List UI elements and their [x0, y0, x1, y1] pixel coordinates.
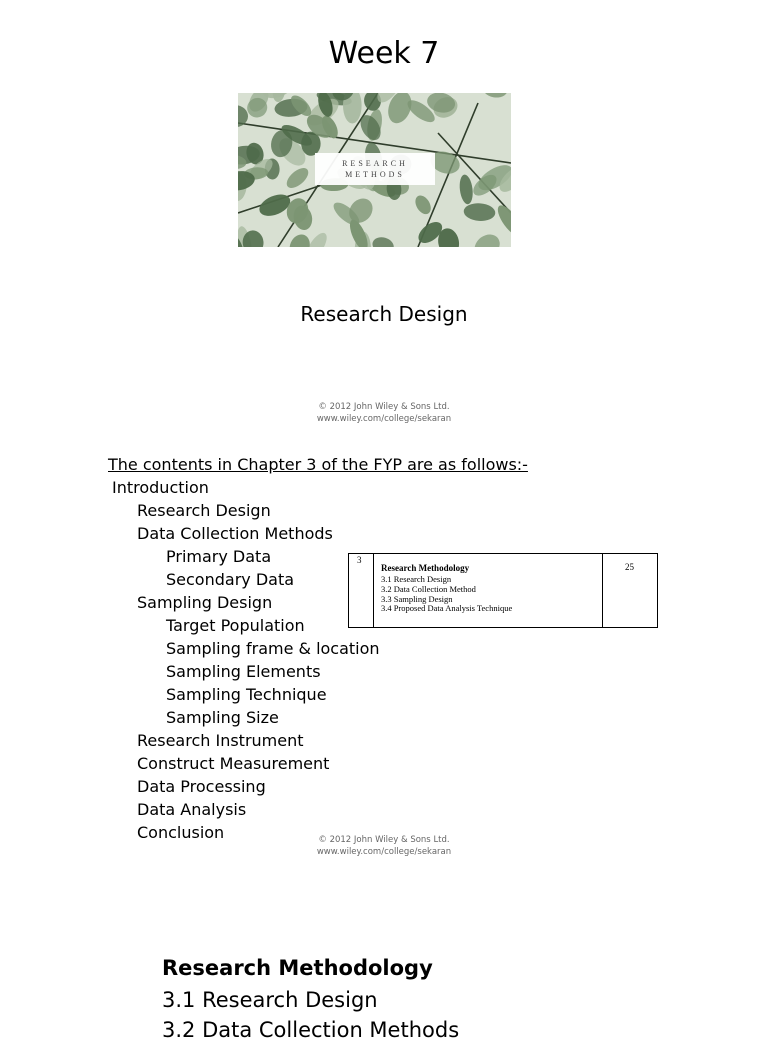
toc-item-introduction: Introduction: [112, 478, 209, 497]
toc-item-conclusion: Conclusion: [137, 823, 225, 842]
research-methods-image: [238, 93, 511, 247]
methodology-heading: Research Methodology: [162, 956, 433, 980]
copyright-line1: © 2012 John Wiley & Sons Ltd.: [318, 835, 450, 845]
copyright-notice: [0, 834, 768, 858]
table-item: 3.2 Data Collection Method: [381, 584, 476, 594]
image-label-line2: METHODS: [345, 170, 405, 179]
slide-subtitle: Research Design: [300, 302, 468, 326]
copyright-url: www.wiley.com/college/sekaran: [316, 847, 452, 857]
toc-item-research-design: Research Design: [137, 501, 271, 520]
toc-item-construct-measurement: Construct Measurement: [137, 754, 330, 773]
table-chapter-cell: [349, 554, 374, 627]
toc-item-data-processing: Data Processing: [137, 777, 266, 796]
table-item: 3.4 Proposed Data Analysis Technique: [381, 603, 513, 613]
toc-item-data-analysis: Data Analysis: [137, 800, 247, 819]
image-label-line1: RESEARCH: [342, 159, 408, 168]
copyright-url: www.wiley.com/college/sekaran: [316, 414, 452, 424]
toc-item-data-collection-methods: Data Collection Methods: [137, 524, 333, 543]
methodology-item: 3.1 Research Design: [162, 988, 378, 1012]
toc-item-sampling-design: Sampling Design: [137, 593, 273, 612]
toc-item-target-population: Target Population: [166, 616, 305, 635]
toc-item-research-instrument: Research Instrument: [137, 731, 304, 750]
image-label-box: [315, 153, 435, 185]
table-item: 3.3 Sampling Design: [381, 594, 453, 604]
toc-item-sampling-frame: Sampling frame & location: [166, 639, 380, 658]
toc-item-sampling-technique: Sampling Technique: [166, 685, 327, 704]
table-of-contents-excerpt: [348, 553, 658, 628]
table-title: Research Methodology: [381, 563, 470, 573]
table-contents-cell: [374, 554, 603, 627]
table-chapter-number: 3: [357, 555, 362, 565]
slide-title: Week 7: [328, 36, 440, 71]
table-page-number: 25: [625, 562, 634, 572]
methodology-item: 3.2 Data Collection Methods: [162, 1018, 460, 1042]
contents-heading: The contents in Chapter 3 of the FYP are as follows:-: [108, 455, 528, 474]
table-page-cell: [603, 554, 657, 627]
table-item: 3.1 Research Design: [381, 574, 452, 584]
copyright-line1: © 2012 John Wiley & Sons Ltd.: [318, 402, 450, 412]
toc-item-sampling-size: Sampling Size: [166, 708, 279, 727]
toc-item-primary-data: Primary Data: [166, 547, 272, 566]
toc-item-sampling-elements: Sampling Elements: [166, 662, 321, 681]
toc-item-secondary-data: Secondary Data: [166, 570, 295, 589]
copyright-notice: [0, 401, 768, 425]
